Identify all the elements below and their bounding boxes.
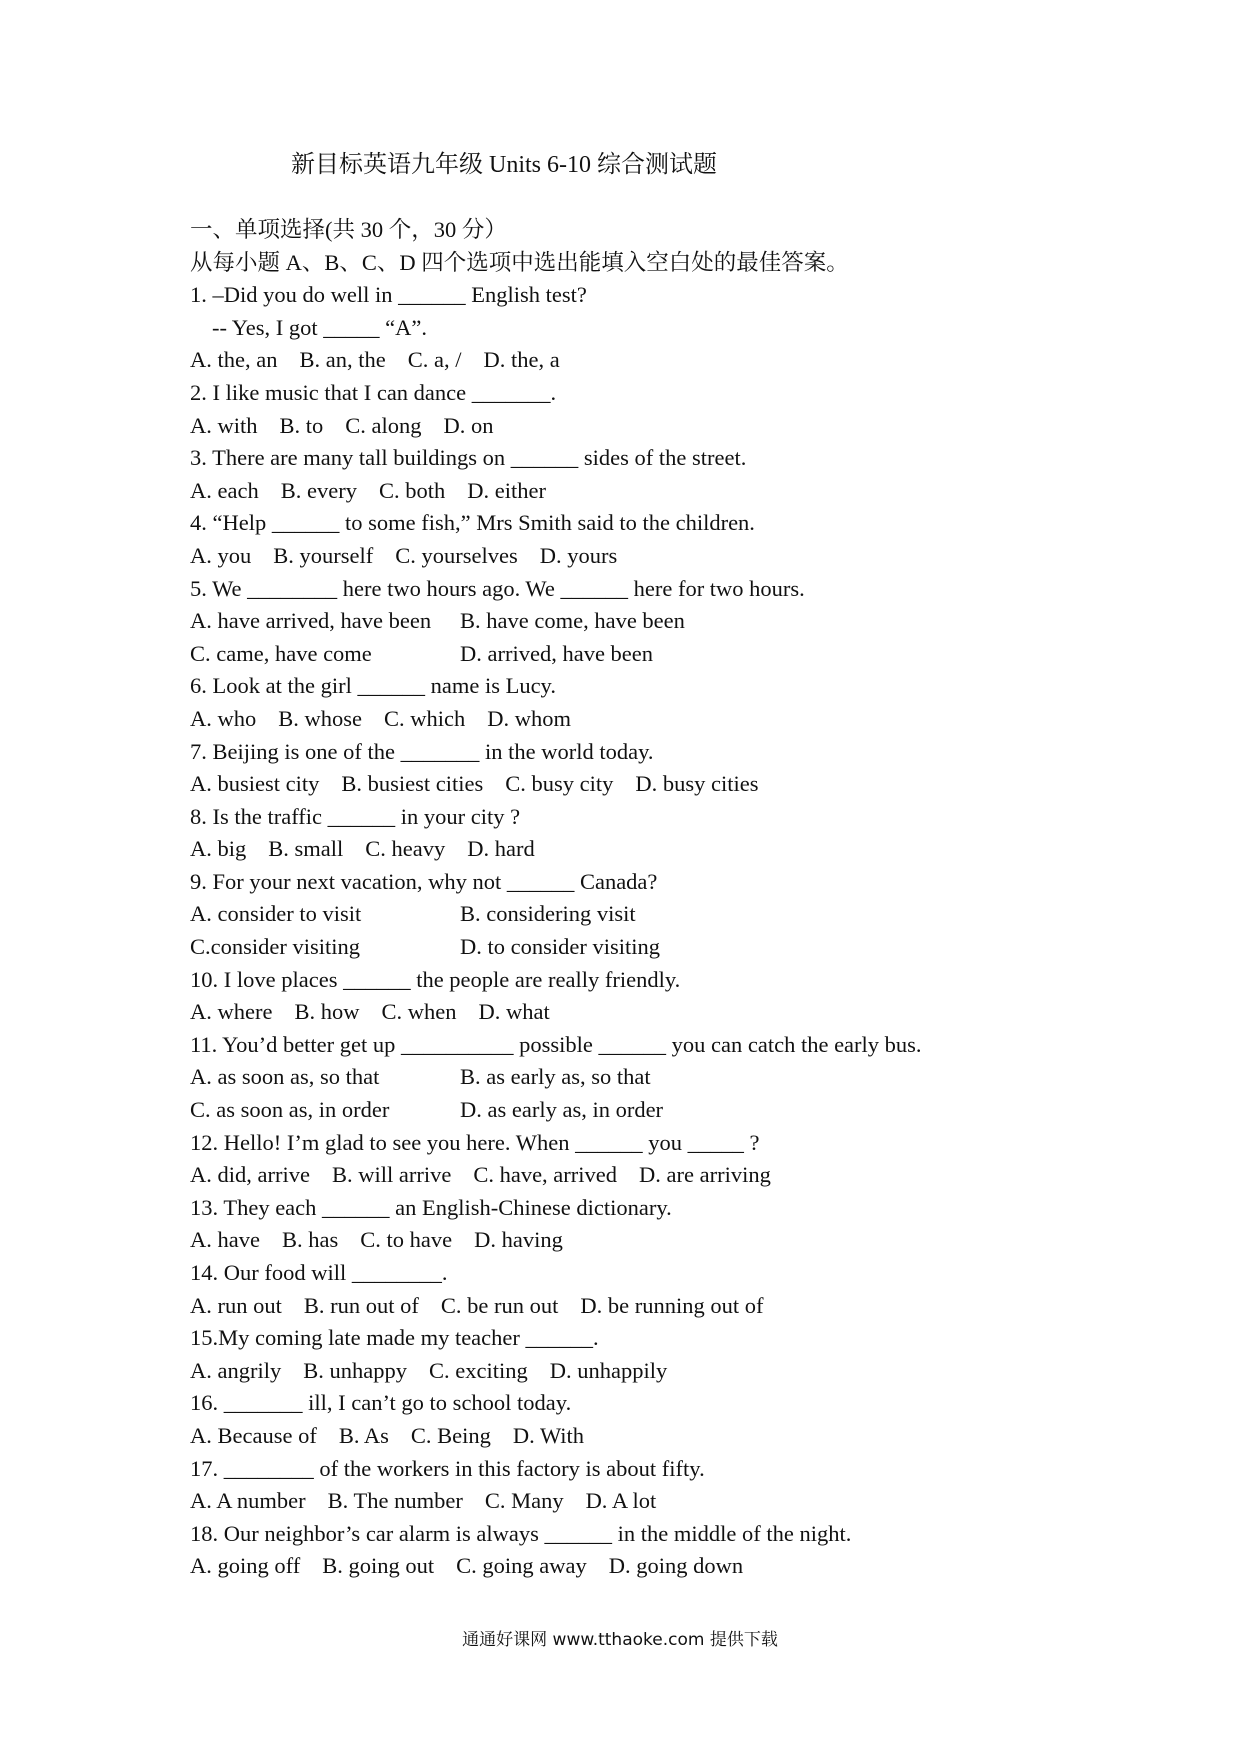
question-item [190,1518,1190,1583]
option-row [190,1355,1190,1388]
question-stem: 2. I like music that I can dance _______. [190,379,557,405]
answer-option: A. who [190,705,257,731]
answer-option: A. going off [190,1553,301,1579]
option-row [190,605,1190,638]
answer-option: C. Many [484,1488,564,1514]
option-row [190,931,1190,964]
question-stem: 14. Our food will ________. [190,1260,448,1285]
question-stem: 18. Our neighbor’s car alarm is always ______ in the middle of the night. [190,1520,852,1546]
question-item [190,1192,1190,1257]
answer-option: B. busiest cities [341,771,484,797]
answer-option: B. going out [322,1553,435,1579]
question-stem: 3. There are many tall buildings on ______ sides of the street. [190,445,747,471]
answer-option: C. as soon as, in order [190,1097,390,1123]
answer-option: D. what [478,999,550,1025]
answer-option: A. A number [190,1488,306,1514]
question-item [190,801,1190,866]
answer-option: C. when [381,999,457,1025]
answer-option: B. The number [327,1488,463,1514]
answer-option: B. considering visit [460,901,636,927]
option-row [190,1224,1190,1257]
answer-option: C. both [378,477,446,503]
page-title: 新目标英语九年级 Units 6-10 综合测试题 [291,152,717,178]
answer-option: D. as early as, in order [460,1097,664,1123]
answer-option: A. you [190,542,252,568]
answer-option: A. where [190,999,273,1025]
option-row [190,996,1190,1029]
answer-option: A. have arrived, have been [190,608,432,634]
answer-option: A. Because of [190,1422,317,1448]
question-item [190,1387,1190,1452]
answer-option: D. A lot [585,1488,657,1514]
option-row [190,898,1190,931]
answer-option: D. on [443,412,494,438]
option-row [190,833,1190,866]
question-item [190,1029,1190,1127]
page-footer: 通通好课网 www.tthaoke.com 提供下载 [462,1630,778,1650]
question-item [190,866,1190,964]
question-stem: 12. Hello! I’m glad to see you here. When ______ you _____ ? [190,1129,760,1155]
question-stem: 7. Beijing is one of the _______ in the world today. [190,738,654,764]
question-list [190,279,1190,1583]
question-stem: 11. You’d better get up __________ possible ______ you can catch the early bus. [190,1031,922,1057]
section-instruction: 从每小题 A、B、C、D 四个选项中选出能填入空白处的最佳答案。 [190,249,849,275]
answer-option: C. heavy [365,836,446,862]
option-row [190,1420,1190,1453]
answer-option: C. to have [360,1227,453,1253]
question-reply: -- Yes, I got _____ “A”. [212,314,427,340]
question-item [190,964,1190,1029]
answer-option: B. As [338,1422,389,1448]
answer-option: B. has [281,1227,339,1253]
answer-option: C. Being [410,1422,491,1448]
option-row [190,410,1190,443]
question-item [190,1257,1190,1322]
question-stem: 1. –Did you do well in ______ English test? [190,282,587,308]
answer-option: B. have come, have been [460,608,685,634]
question-stem: 15.My coming late made my teacher ______. [190,1325,599,1351]
question-item [190,573,1190,671]
answer-option: B. unhappy [303,1357,407,1383]
question-item [190,377,1190,442]
question-item [190,670,1190,735]
document-body [190,214,1190,1583]
answer-option: B. an, the [299,347,386,373]
answer-option: D. busy cities [635,771,759,797]
answer-option: D. either [467,477,546,503]
answer-option: C. going away [456,1553,587,1579]
answer-option: D. hard [467,836,535,862]
answer-option: D. unhappily [549,1357,668,1383]
option-row [190,768,1190,801]
question-item [190,1127,1190,1192]
answer-option: A. consider to visit [190,901,362,927]
answer-option: B. whose [278,705,362,731]
option-row [190,1485,1190,1518]
answer-option: D. With [512,1422,585,1448]
option-row [190,1061,1190,1094]
answer-option: C. exciting [428,1357,528,1383]
option-row [190,638,1190,671]
answer-option: A. as soon as, so that [190,1064,380,1090]
section-heading: 一、单项选择(共 30 个，30 分） [190,217,507,242]
answer-option: A. the, an [190,347,278,373]
answer-option: D. to consider visiting [460,934,660,960]
answer-option: D. be running out of [580,1292,764,1318]
question-stem: 10. I love places ______ the people are really friendly. [190,966,681,992]
option-row [190,1094,1190,1127]
answer-option: A. did, arrive [190,1162,310,1188]
question-item [190,279,1190,377]
question-item [190,736,1190,801]
answer-option: B. will arrive [331,1162,452,1188]
answer-option: B. every [280,477,357,503]
question-item [190,442,1190,507]
answer-option: B. run out of [303,1292,419,1318]
option-row [190,1550,1190,1583]
answer-option: C. along [345,412,422,438]
question-stem: 5. We ________ here two hours ago. We ______ here for two hours. [190,575,805,601]
answer-option: C. came, have come [190,640,372,666]
answer-option: B. as early as, so that [460,1064,651,1090]
answer-option: A. have [190,1227,260,1253]
answer-option: C. yourselves [395,542,518,568]
answer-option: A. run out [190,1292,282,1318]
answer-option: C.consider visiting [190,934,360,960]
question-stem: 4. “Help ______ to some fish,” Mrs Smith said to the children. [190,510,755,536]
answer-option: C. busy city [505,771,614,797]
answer-option: C. which [384,705,466,731]
answer-option: B. to [279,412,324,438]
answer-option: A. with [190,412,258,438]
option-row [190,344,1190,377]
answer-option: D. arrived, have been [460,640,654,666]
answer-option: A. busiest city [190,771,320,797]
answer-option: D. the, a [483,347,560,373]
option-row [190,1159,1190,1192]
question-item [190,1453,1190,1518]
answer-option: C. have, arrived [473,1162,618,1188]
question-stem: 8. Is the traffic ______ in your city ? [190,803,521,829]
answer-option: B. how [294,999,360,1025]
answer-option: A. angrily [190,1357,282,1383]
question-stem: 16. _______ ill, I can’t go to school today. [190,1390,572,1416]
answer-option: A. big [190,836,247,862]
answer-option: D. are arriving [639,1162,771,1188]
answer-option: C. be run out [440,1292,559,1318]
question-stem: 9. For your next vacation, why not ______ Canada? [190,868,658,894]
answer-option: A. each [190,477,259,503]
question-stem: 17. ________ of the workers in this factory is about fifty. [190,1455,705,1481]
option-row [190,475,1190,508]
answer-option: D. whom [487,705,571,731]
option-row [190,1290,1190,1323]
question-stem: 13. They each ______ an English-Chinese dictionary. [190,1194,672,1220]
question-stem: 6. Look at the girl ______ name is Lucy. [190,673,556,699]
answer-option: D. yours [539,542,618,568]
option-row [190,703,1190,736]
question-item [190,1322,1190,1387]
answer-option: C. a, / [407,347,462,373]
question-item [190,507,1190,572]
answer-option: D. going down [608,1553,744,1579]
option-row [190,540,1190,573]
answer-option: B. small [268,836,344,862]
answer-option: D. having [474,1227,563,1253]
answer-option: B. yourself [273,542,374,568]
